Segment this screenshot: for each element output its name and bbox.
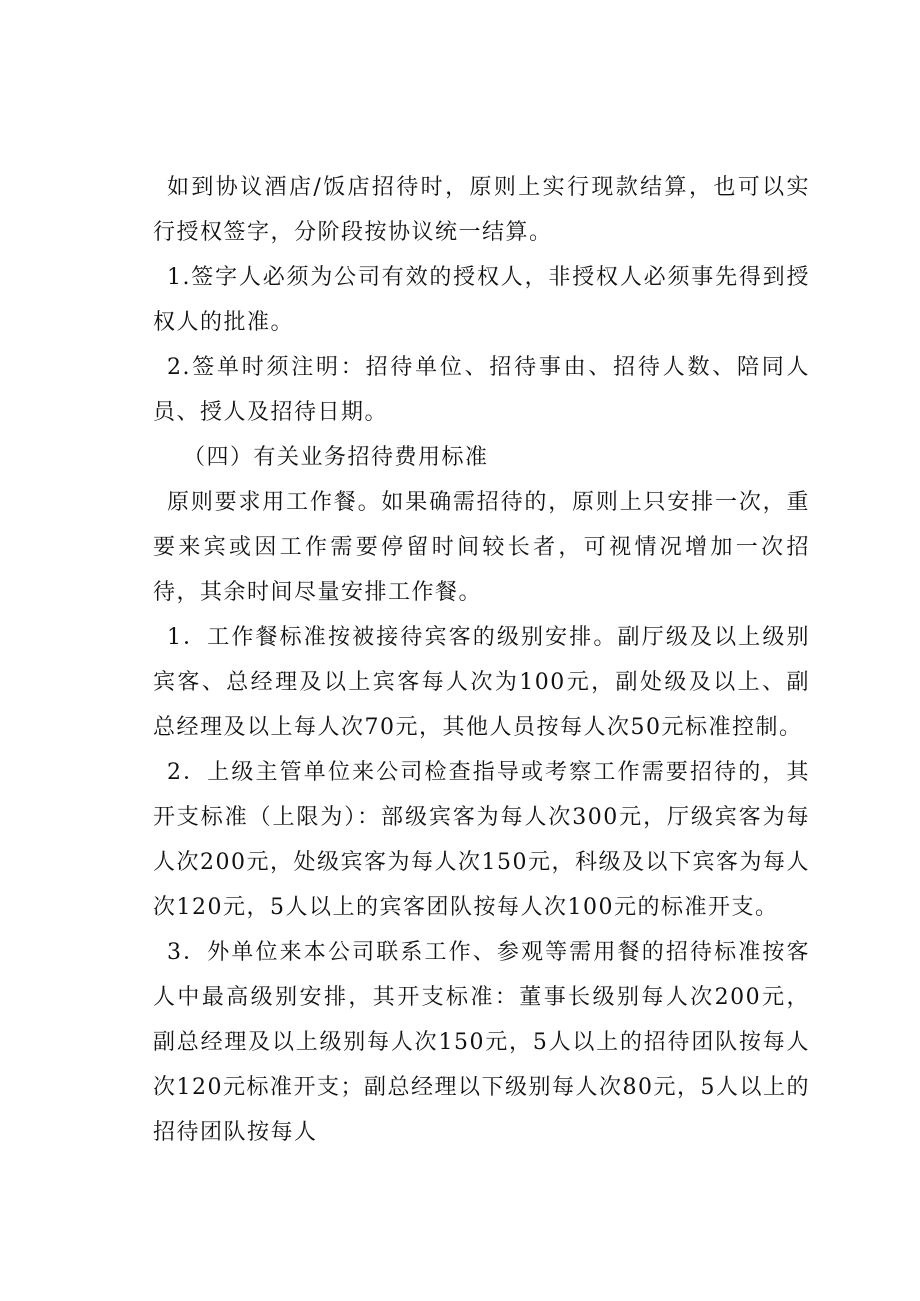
paragraph-inspection-standard: 2．上级主管单位来公司检查指导或考察工作需要招待的，其开支标准（上限为）：部级宾客为每人次300元，厅级宾客为每人次200元，处级宾客为每人次150元，科级及以下宾客为每人次120元，5人以上的宾客团队按每人次100元的标准开支。 — [153, 760, 810, 920]
document-body — [153, 165, 810, 1155]
section-heading-expense-standards: （四）有关业务招待费用标准 — [183, 445, 489, 470]
paragraph-signer-rule: 1.签字人必须为公司有效的授权人，非授权人必须事先得到授权人的批准。 — [153, 265, 810, 335]
paragraph-work-meal-standard: 1．工作餐标准按被接待宾客的级别安排。副厅级及以上级别宾客、总经理及以上宾客每人次为100元，副处级及以上、副总经理及以上每人次70元，其他人员按每人次50元标准控制。 — [153, 625, 810, 740]
paragraph-external-visit-standard: 3．外单位来本公司联系工作、参观等需用餐的招待标准按客人中最高级别安排，其开支标准：董事长级别每人次200元，副总经理及以上级别每人次150元，5人以上的招待团队按每人次120元标准开支；副总经理以下级别每人次80元，5人以上的招待团队按每人 — [153, 940, 810, 1145]
paragraph-signing-notes: 2.签单时须注明：招待单位、招待事由、招待人数、陪同人员、授人及招待日期。 — [153, 355, 810, 425]
paragraph-work-meal-principle: 原则要求用工作餐。如果确需招待的，原则上只安排一次，重要来宾或因工作需要停留时间较长者，可视情况增加一次招待，其余时间尽量安排工作餐。 — [153, 490, 810, 605]
paragraph-settlement: 如到协议酒店/饭店招待时，原则上实行现款结算，也可以实行授权签字，分阶段按协议统一结算。 — [153, 175, 810, 245]
